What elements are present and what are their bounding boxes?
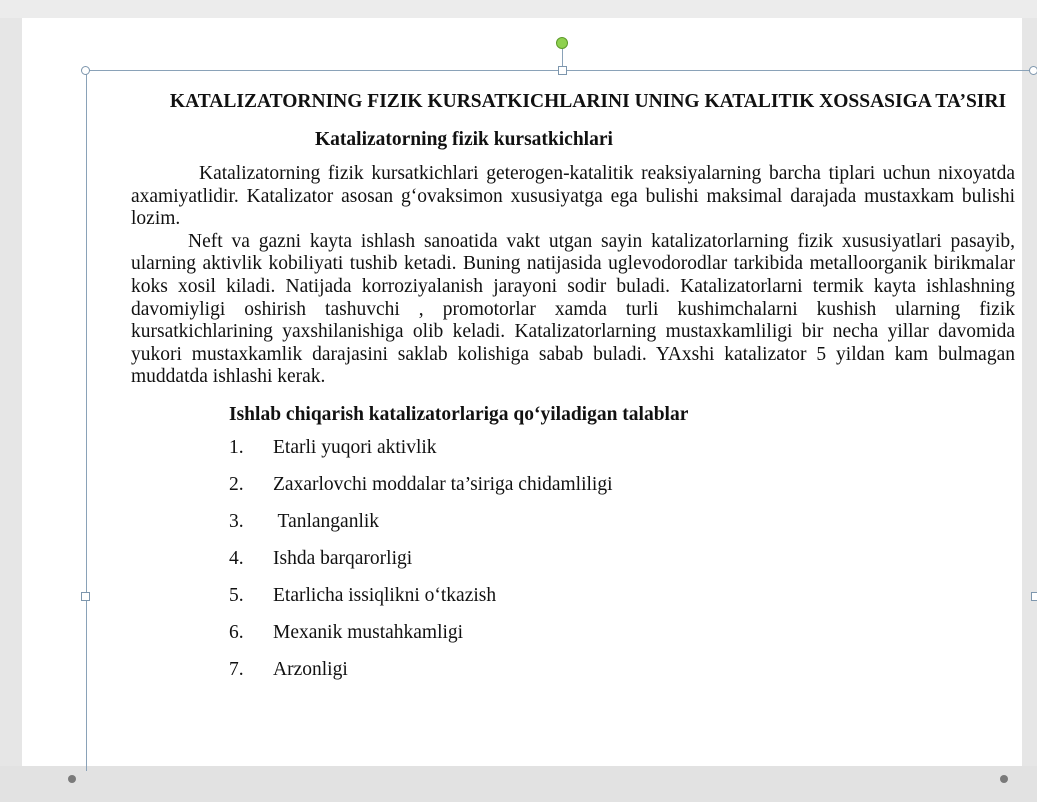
list-item-number: 4.: [229, 547, 244, 569]
resize-handle-top-right[interactable]: [1029, 66, 1037, 75]
resize-handle-top-center[interactable]: [558, 66, 567, 75]
list-item-number: 5.: [229, 584, 244, 606]
resize-handle-middle-left[interactable]: [81, 592, 90, 601]
list-item-number: 1.: [229, 436, 244, 458]
list-item: [131, 511, 1015, 548]
list-item-text: Mexanik mustahkamligi: [273, 621, 464, 643]
list-item: [131, 622, 1015, 659]
top-background: [0, 0, 1037, 18]
list-item: [131, 548, 1015, 585]
rotation-handle[interactable]: [556, 37, 568, 49]
resize-handle-top-left[interactable]: [81, 66, 90, 75]
list-item: [131, 474, 1015, 511]
document-text[interactable]: [131, 90, 1015, 696]
list-item-text: Ishda barqarorligi: [273, 547, 413, 569]
list-item-text: Tanlanganlik: [273, 510, 380, 532]
nav-dot-left: [68, 775, 76, 783]
bottom-background: [0, 766, 1037, 802]
requirements-heading: Ishlab chiqarish katalizatorlariga qo‘yiladigan talablar: [229, 403, 689, 425]
resize-handle-middle-right[interactable]: [1031, 592, 1037, 601]
list-item: [131, 437, 1015, 474]
list-item-text: Arzonligi: [273, 658, 348, 680]
list-item-text: Zaxarlovchi moddalar ta’siriga chidamliligi: [273, 473, 613, 495]
list-item: [131, 659, 1015, 696]
paragraph-1: Katalizatorning fizik kursatkichlari geterogen-katalitik reaksiyalarning barcha tiplari uchun nixoyatda axamiyatlidir. Katalizator asosan g‘ovaksimon xususiyatga ega bulishi maksimal darajada mustaxkam bulishi lozim.: [131, 163, 1015, 230]
requirements-list: [131, 437, 1015, 696]
list-item-text: Etarli yuqori aktivlik: [273, 436, 437, 458]
list-item-number: 7.: [229, 658, 244, 680]
list-item-number: 2.: [229, 473, 244, 495]
nav-dot-right: [1000, 775, 1008, 783]
document-title: KATALIZATORNING FIZIK KURSATKICHLARINI UNING KATALITIK XOSSASIGA TA’SIRI: [169, 91, 1007, 112]
list-item-number: 3.: [229, 510, 244, 532]
paragraph-2: Neft va gazni kayta ishlash sanoatida vakt utgan sayin katalizatorlarning fizik xususiyatlari pasayib, ularning aktivlik kobiliyati tushib ketadi. Buning natijasida uglevodorodlar tarkibida metalloorganik birikmalar koks xosil kiladi. Natijada korroziyalanish jarayoni sodir buladi. Katalizatorlarni termik kayta ishlashning davomiyligi oshirish tashuvchi , promotorlar xamda turli kushimchalarni kushish ularning fizik kursatkichlarining yaxshilanishiga olib keladi. Katalizatorlarning mustaxkamliligi bir necha yillar davomida yukori mustaxkamlik darajasini saklab kolishiga sabab buladi. YAxshi katalizator 5 yildan kam bulmagan muddatda ishlashi kerak.: [131, 230, 1015, 388]
list-item-number: 6.: [229, 621, 244, 643]
list-item: [131, 585, 1015, 622]
list-item-text: Etarlicha issiqlikni o‘tkazish: [273, 584, 497, 606]
section-subtitle: Katalizatorning fizik kursatkichlari: [315, 129, 613, 150]
